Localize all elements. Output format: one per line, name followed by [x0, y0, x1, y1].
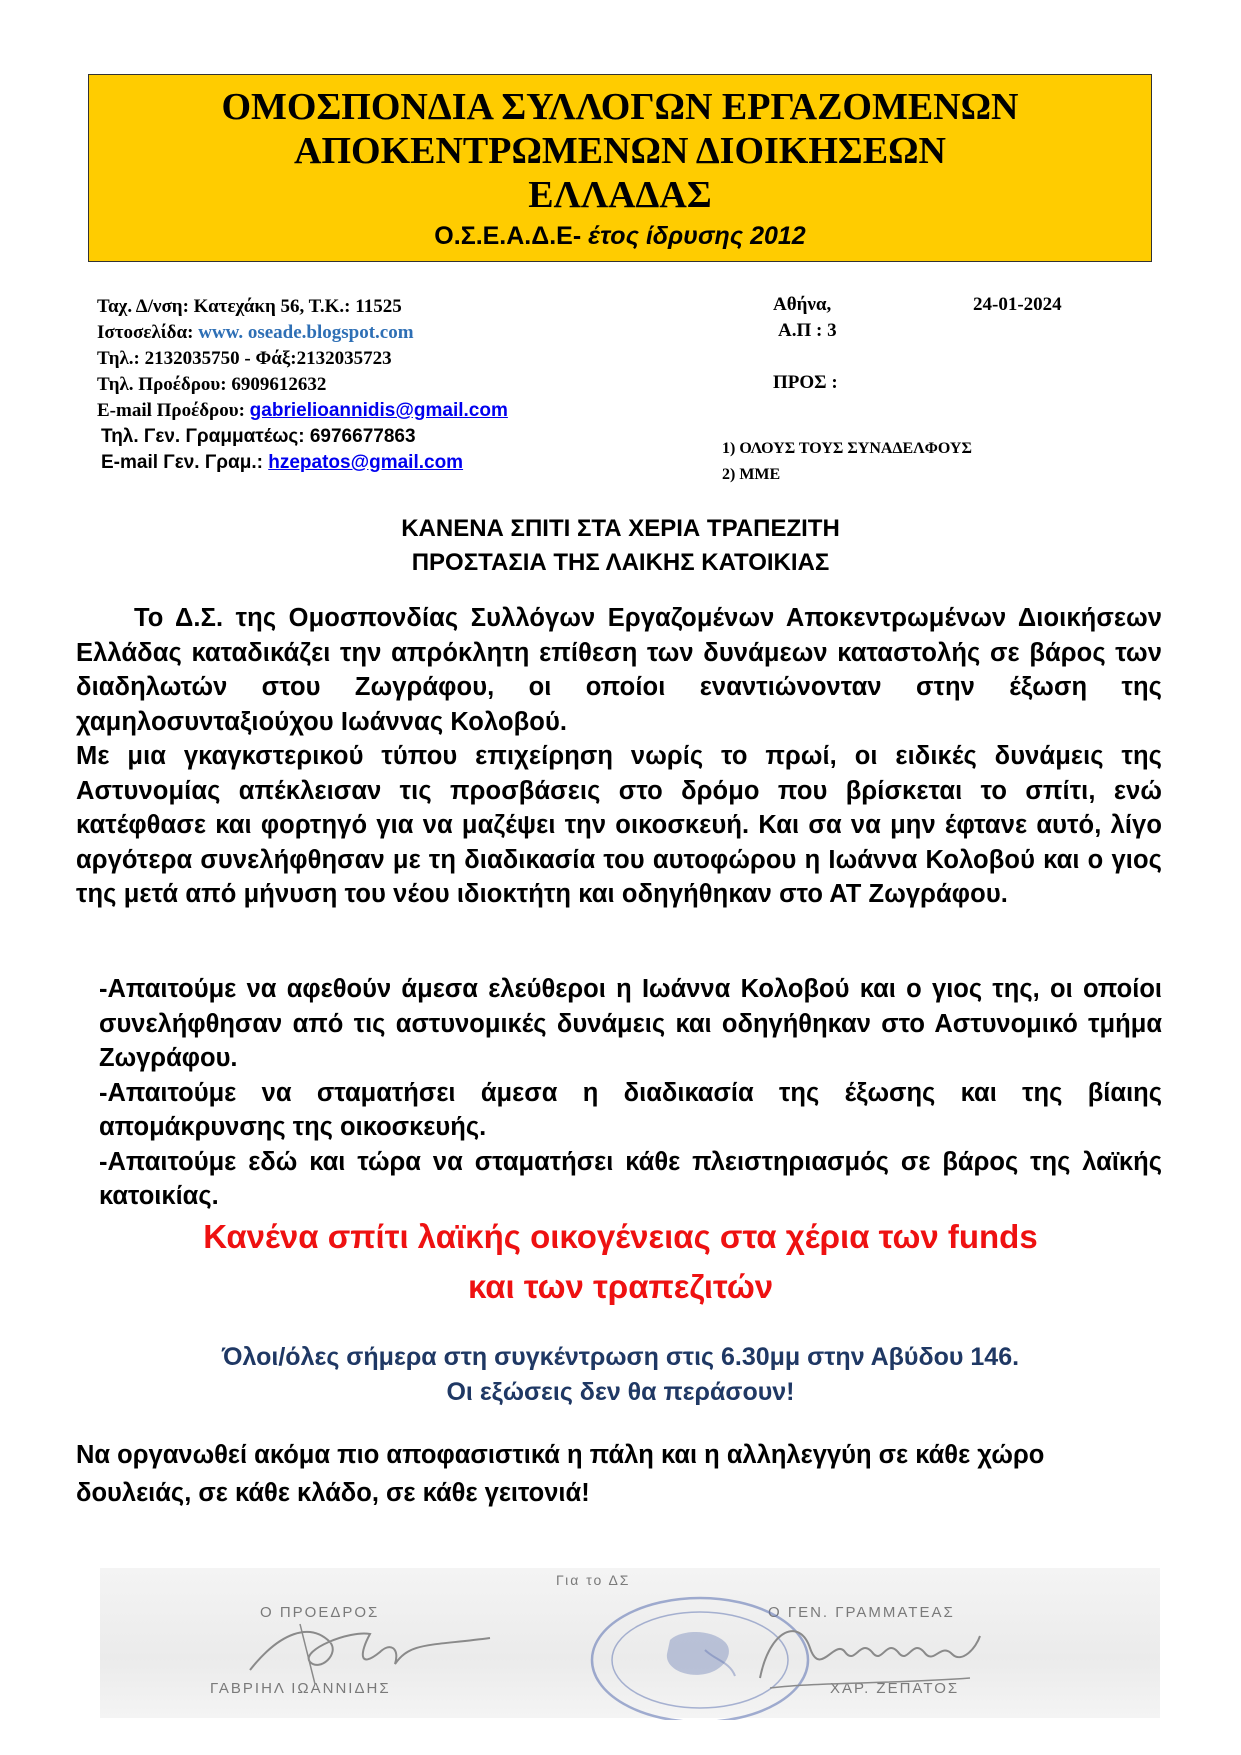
title-line-2: ΠΡΟΣΤΑΣΙΑ ΤΗΣ ΛΑΙΚΗΣ ΚΑΤΟΙΚΙΑΣ	[411, 549, 830, 576]
slogan	[0, 1212, 1241, 1312]
closing-statement: Να οργανωθεί ακόμα πιο αποφασιστικά η πάλη και η αλληλεγγύη σε κάθε χώρο δουλειάς, σε κάθε κλάδο, σε κάθε γειτονιά!	[76, 1441, 1045, 1507]
secretary-signature-icon	[740, 1608, 1000, 1698]
header-line-3: ΕΛΛΑΔΑΣ	[528, 174, 712, 216]
secretary-title: Ο ΓΕΝ. ΓΡΑΜΜΑΤΕΑΣ	[768, 1604, 955, 1621]
demand-item-1: -Απαιτούμε να αφεθούν άμεσα ελεύθεροι η Ιωάννα Κολοβού και ο γιος της, οι οποίοι συνελήφθησαν από τις αστυνομικές δυνάμεις και οδηγήθηκαν στο Αστυνομικό τμήμα Ζωγράφου.	[99, 975, 1162, 1072]
recipient-2: 2) ΜΜΕ	[722, 466, 781, 483]
phone-fax: Τηλ.: 2132035750 - Φάξ:2132035723	[97, 348, 392, 369]
federation-header	[88, 74, 1152, 262]
signature-area	[100, 1568, 1160, 1718]
header-line-2: ΑΠΟΚΕΝΤΡΩΜΕΝΩΝ ΔΙΟΙΚΗΣΕΩΝ	[294, 130, 946, 172]
secretary-phone: Τηλ. Γεν. Γραμματέως: 6976677863	[101, 426, 416, 447]
city: Αθήνα,	[773, 294, 832, 315]
president-signature-icon	[240, 1612, 500, 1692]
secretary-name: ΧΑΡ. ΖΕΠΑΤΟΣ	[830, 1680, 960, 1697]
date: 24-01-2024	[973, 294, 1062, 315]
contact-block	[97, 294, 508, 476]
president-name: ΓΑΒΡΙΗΛ ΙΩΑΝΝΙΔΗΣ	[210, 1680, 391, 1697]
meeting-line-2: Οι εξώσεις δεν θα περάσουν!	[446, 1378, 795, 1406]
protocol-number: Α.Π : 3	[778, 320, 837, 341]
demand-item-2: -Απαιτούμε να σταματήσει άμεσα η διαδικασία της έξωσης και της βίαιης απομάκρυνσης της οικοσκευής.	[99, 1078, 1162, 1141]
to-label: ΠΡΟΣ :	[773, 372, 838, 393]
body-paragraph-1: Το Δ.Σ. της Ομοσπονδίας Συλλόγων Εργαζομένων Αποκεντρωμένων Διοικήσεων Ελλάδας καταδικάζει την απρόκλητη επίθεση των δυνάμεων καταστολής σε βάρος των διαδηλωτών στου Ζωγράφου, οι οποίοι εναντιώνονταν στην έξωση της χαμηλοσυνταξιούχου Ιωάννας Κολοβού.	[76, 604, 1162, 736]
website-row	[97, 320, 508, 346]
header-acronym: Ο.Σ.Ε.Α.Δ.Ε-	[434, 222, 582, 250]
recipient-1: 1) ΟΛΟΥΣ ΤΟΥΣ ΣΥΝΑΔΕΛΦΟΥΣ	[722, 440, 972, 457]
demands-list	[99, 972, 1162, 1214]
president-title: Ο ΠΡΟΕΔΡΟΣ	[260, 1604, 380, 1621]
meeting-line-1: Όλοι/όλες σήμερα στη συγκέντρωση στις 6.30μμ στην Αβύδου 146.	[221, 1343, 1020, 1371]
header-line-1: ΟΜΟΣΠΟΝΔΙΑ ΣΥΛΛΟΓΩΝ ΕΡΓΑΖΟΜΕΝΩΝ	[221, 86, 1019, 128]
body-paragraph-2: Με μια γκαγκστερικού τύπου επιχείρηση νωρίς το πρωί, οι ειδικές δυνάμεις της Αστυνομίας απέκλεισαν τις προσβάσεις στο δρόμο που βρίσκεται το σπίτι, ενώ κατέφθασε και φορτηγό για να μαζέψει την οικοσκευή. Και σα να μην έφτανε αυτό, λίγο αργότερα συνελήφθησαν με τη διαδικασία του αυτοφώρου η Ιωάννα Κολοβού και ο γιος της μετά από μήνυση του νέου ιδιοκτήτη και οδηγήθηκαν στο ΑΤ Ζωγράφου.	[76, 742, 1162, 908]
president-email-link[interactable]: gabrielioannidis@gmail.com	[249, 400, 508, 421]
for-board-label: Για το ΔΣ	[556, 1572, 631, 1588]
slogan-line-1: Κανένα σπίτι λαϊκής οικογένειας στα χέρια των funds	[203, 1218, 1038, 1255]
secretary-email-link[interactable]: hzepatos@gmail.com	[268, 452, 464, 473]
website-label: Ιστοσελίδα:	[97, 322, 194, 343]
president-email-label: E-mail Προέδρου:	[97, 400, 245, 421]
body-text	[76, 601, 1162, 912]
president-email-row	[97, 398, 508, 424]
secretary-email-label: E-mail Γεν. Γραμ.:	[101, 452, 263, 473]
header-founded: έτος ίδρυσης 2012	[588, 222, 806, 250]
secretary-email-row	[97, 450, 508, 476]
demand-item-3: -Απαιτούμε εδώ και τώρα να σταματήσει κάθε πλειστηριασμός σε βάρος της λαϊκής κατοικίας.	[99, 1147, 1162, 1210]
meeting-call	[0, 1340, 1241, 1410]
address: Ταχ. Δ/νση: Κατεχάκη 56, Τ.Κ.: 11525	[97, 296, 402, 317]
slogan-line-2: και των τραπεζιτών	[467, 1268, 774, 1305]
president-phone: Τηλ. Προέδρου: 6909612632	[97, 374, 327, 395]
announcement-title	[0, 512, 1241, 580]
title-line-1: ΚΑΝΕΝΑ ΣΠΙΤΙ ΣΤΑ ΧΕΡΙΑ ΤΡΑΠΕΖΙΤΗ	[401, 515, 840, 542]
header-subtitle	[89, 219, 1151, 253]
website-link[interactable]: www. oseade.blogspot.com	[198, 322, 414, 343]
